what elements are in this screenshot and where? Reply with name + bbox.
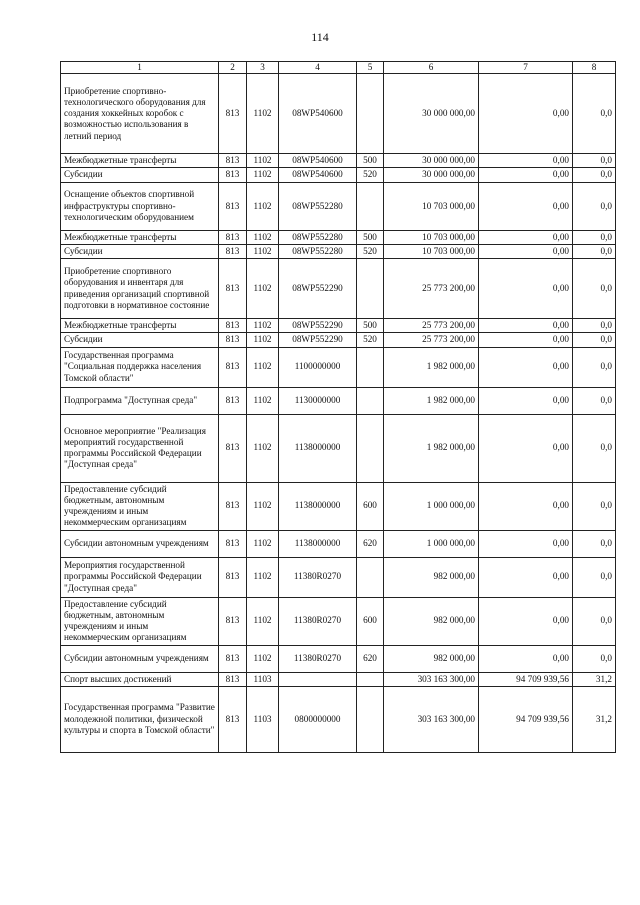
executed-amount-cell: 0,00 <box>479 597 573 645</box>
table-row <box>61 333 616 347</box>
expense-type-cell: 620 <box>357 645 384 672</box>
plan-amount-cell: 25 773 200,00 <box>384 259 479 319</box>
ministry-code-cell: 813 <box>219 319 247 333</box>
ministry-code-cell: 813 <box>219 597 247 645</box>
target-article-cell: 1130000000 <box>279 387 357 414</box>
ministry-code-cell: 813 <box>219 244 247 258</box>
ministry-code-cell: 813 <box>219 259 247 319</box>
executed-amount-cell: 0,00 <box>479 482 573 530</box>
executed-amount-cell: 0,00 <box>479 154 573 168</box>
row-name-cell: Спорт высших достижений <box>61 672 219 686</box>
page-number: 114 <box>311 30 329 44</box>
target-article-cell: 08WP540600 <box>279 168 357 182</box>
expense-type-cell: 500 <box>357 319 384 333</box>
table-row <box>61 387 616 414</box>
expense-type-cell <box>357 672 384 686</box>
target-article-cell: 08WP552280 <box>279 182 357 230</box>
section-code-cell: 1102 <box>247 530 279 557</box>
percent-cell: 0,0 <box>573 168 616 182</box>
column-header: 3 <box>247 62 279 74</box>
target-article-cell: 1138000000 <box>279 414 357 482</box>
row-name-cell: Предоставление субсидий бюджетным, автономным учреждениям и иным некоммерческим организациям <box>61 597 219 645</box>
percent-cell: 0,0 <box>573 387 616 414</box>
plan-amount-cell: 1 982 000,00 <box>384 414 479 482</box>
section-code-cell: 1102 <box>247 74 279 154</box>
percent-cell: 0,0 <box>573 259 616 319</box>
target-article-cell: 08WP552290 <box>279 333 357 347</box>
percent-cell: 0,0 <box>573 74 616 154</box>
row-name-cell: Подпрограмма "Доступная среда" <box>61 387 219 414</box>
target-article-cell: 08WP552290 <box>279 259 357 319</box>
target-article-cell: 0800000000 <box>279 686 357 752</box>
table-row <box>61 482 616 530</box>
plan-amount-cell: 982 000,00 <box>384 597 479 645</box>
header-row <box>61 62 616 74</box>
row-name-cell: Государственная программа "Социальная поддержка населения Томской области" <box>61 347 219 387</box>
target-article-cell: 1138000000 <box>279 530 357 557</box>
executed-amount-cell: 0,00 <box>479 333 573 347</box>
expense-type-cell <box>357 74 384 154</box>
plan-amount-cell: 1 000 000,00 <box>384 482 479 530</box>
target-article-cell: 11380R0270 <box>279 557 357 597</box>
expense-type-cell: 520 <box>357 168 384 182</box>
ministry-code-cell: 813 <box>219 230 247 244</box>
column-header: 6 <box>384 62 479 74</box>
executed-amount-cell: 0,00 <box>479 259 573 319</box>
plan-amount-cell: 30 000 000,00 <box>384 154 479 168</box>
percent-cell: 0,0 <box>573 645 616 672</box>
target-article-cell: 08WP552280 <box>279 230 357 244</box>
ministry-code-cell: 813 <box>219 482 247 530</box>
target-article-cell: 11380R0270 <box>279 645 357 672</box>
percent-cell: 0,0 <box>573 482 616 530</box>
table-row <box>61 74 616 154</box>
section-code-cell: 1102 <box>247 597 279 645</box>
section-code-cell: 1102 <box>247 319 279 333</box>
expense-type-cell: 500 <box>357 154 384 168</box>
executed-amount-cell: 0,00 <box>479 645 573 672</box>
section-code-cell: 1102 <box>247 182 279 230</box>
plan-amount-cell: 982 000,00 <box>384 645 479 672</box>
plan-amount-cell: 30 000 000,00 <box>384 168 479 182</box>
target-article-cell: 08WP540600 <box>279 154 357 168</box>
row-name-cell: Субсидии <box>61 168 219 182</box>
target-article-cell <box>279 672 357 686</box>
row-name-cell: Субсидии автономным учреждениям <box>61 645 219 672</box>
expense-type-cell <box>357 182 384 230</box>
expense-type-cell: 620 <box>357 530 384 557</box>
ministry-code-cell: 813 <box>219 168 247 182</box>
plan-amount-cell: 30 000 000,00 <box>384 74 479 154</box>
section-code-cell: 1102 <box>247 168 279 182</box>
percent-cell: 0,0 <box>573 557 616 597</box>
expense-type-cell <box>357 686 384 752</box>
expense-type-cell: 600 <box>357 482 384 530</box>
row-name-cell: Межбюджетные трансферты <box>61 154 219 168</box>
section-code-cell: 1102 <box>247 154 279 168</box>
column-header: 4 <box>279 62 357 74</box>
percent-cell: 0,0 <box>573 530 616 557</box>
percent-cell: 0,0 <box>573 230 616 244</box>
executed-amount-cell: 0,00 <box>479 557 573 597</box>
executed-amount-cell: 94 709 939,56 <box>479 672 573 686</box>
executed-amount-cell: 0,00 <box>479 414 573 482</box>
executed-amount-cell: 0,00 <box>479 74 573 154</box>
column-header: 2 <box>219 62 247 74</box>
plan-amount-cell: 1 982 000,00 <box>384 387 479 414</box>
table-row <box>61 259 616 319</box>
percent-cell: 0,0 <box>573 154 616 168</box>
table-row <box>61 168 616 182</box>
plan-amount-cell: 303 163 300,00 <box>384 686 479 752</box>
row-name-cell: Приобретение спортивного оборудования и инвентаря для приведения организаций спортивной подготовки в нормативное состояние <box>61 259 219 319</box>
table-row <box>61 182 616 230</box>
expense-type-cell <box>357 414 384 482</box>
expense-type-cell: 520 <box>357 244 384 258</box>
plan-amount-cell: 25 773 200,00 <box>384 319 479 333</box>
expense-type-cell: 600 <box>357 597 384 645</box>
section-code-cell: 1102 <box>247 347 279 387</box>
executed-amount-cell: 94 709 939,56 <box>479 686 573 752</box>
column-header: 1 <box>61 62 219 74</box>
ministry-code-cell: 813 <box>219 347 247 387</box>
section-code-cell: 1103 <box>247 672 279 686</box>
ministry-code-cell: 813 <box>219 333 247 347</box>
table-row <box>61 319 616 333</box>
column-header: 8 <box>573 62 616 74</box>
ministry-code-cell: 813 <box>219 154 247 168</box>
percent-cell: 0,0 <box>573 244 616 258</box>
row-name-cell: Основное мероприятие "Реализация мероприятий государственной программы Российской Федерации "Доступная среда" <box>61 414 219 482</box>
target-article-cell: 08WP540600 <box>279 74 357 154</box>
section-code-cell: 1102 <box>247 414 279 482</box>
table-row <box>61 230 616 244</box>
executed-amount-cell: 0,00 <box>479 230 573 244</box>
row-name-cell: Мероприятия государственной программы Российской Федерации "Доступная среда" <box>61 557 219 597</box>
table-row <box>61 557 616 597</box>
section-code-cell: 1102 <box>247 259 279 319</box>
section-code-cell: 1103 <box>247 686 279 752</box>
expense-type-cell <box>357 387 384 414</box>
plan-amount-cell: 303 163 300,00 <box>384 672 479 686</box>
target-article-cell: 08WP552280 <box>279 244 357 258</box>
plan-amount-cell: 982 000,00 <box>384 557 479 597</box>
expense-type-cell: 520 <box>357 333 384 347</box>
percent-cell: 0,0 <box>573 597 616 645</box>
target-article-cell: 1138000000 <box>279 482 357 530</box>
section-code-cell: 1102 <box>247 387 279 414</box>
percent-cell: 0,0 <box>573 182 616 230</box>
row-name-cell: Межбюджетные трансферты <box>61 230 219 244</box>
plan-amount-cell: 10 703 000,00 <box>384 230 479 244</box>
plan-amount-cell: 1 000 000,00 <box>384 530 479 557</box>
expense-type-cell <box>357 557 384 597</box>
executed-amount-cell: 0,00 <box>479 244 573 258</box>
ministry-code-cell: 813 <box>219 530 247 557</box>
section-code-cell: 1102 <box>247 244 279 258</box>
ministry-code-cell: 813 <box>219 74 247 154</box>
section-code-cell: 1102 <box>247 645 279 672</box>
percent-cell: 0,0 <box>573 333 616 347</box>
expense-type-cell <box>357 259 384 319</box>
column-header: 7 <box>479 62 573 74</box>
percent-cell: 0,0 <box>573 414 616 482</box>
section-code-cell: 1102 <box>247 230 279 244</box>
executed-amount-cell: 0,00 <box>479 168 573 182</box>
expense-type-cell: 500 <box>357 230 384 244</box>
row-name-cell: Межбюджетные трансферты <box>61 319 219 333</box>
target-article-cell: 11380R0270 <box>279 597 357 645</box>
plan-amount-cell: 10 703 000,00 <box>384 244 479 258</box>
target-article-cell: 08WP552290 <box>279 319 357 333</box>
table-row <box>61 672 616 686</box>
ministry-code-cell: 813 <box>219 387 247 414</box>
plan-amount-cell: 10 703 000,00 <box>384 182 479 230</box>
target-article-cell: 1100000000 <box>279 347 357 387</box>
row-name-cell: Предоставление субсидий бюджетным, автономным учреждениям и иным некоммерческим организациям <box>61 482 219 530</box>
budget-table <box>60 61 616 753</box>
ministry-code-cell: 813 <box>219 182 247 230</box>
row-name-cell: Оснащение объектов спортивной инфраструктуры спортивно-технологическим оборудованием <box>61 182 219 230</box>
executed-amount-cell: 0,00 <box>479 319 573 333</box>
ministry-code-cell: 813 <box>219 686 247 752</box>
executed-amount-cell: 0,00 <box>479 182 573 230</box>
table-row <box>61 414 616 482</box>
ministry-code-cell: 813 <box>219 414 247 482</box>
section-code-cell: 1102 <box>247 482 279 530</box>
table-row <box>61 686 616 752</box>
column-header: 5 <box>357 62 384 74</box>
section-code-cell: 1102 <box>247 557 279 597</box>
table-row <box>61 645 616 672</box>
table-row <box>61 347 616 387</box>
ministry-code-cell: 813 <box>219 672 247 686</box>
ministry-code-cell: 813 <box>219 557 247 597</box>
row-name-cell: Приобретение спортивно-технологического оборудования для создания хоккейных коробок с возможностью использования в летний период <box>61 74 219 154</box>
percent-cell: 0,0 <box>573 319 616 333</box>
row-name-cell: Государственная программа "Развитие молодежной политики, физической культуры и спорта в Томской области" <box>61 686 219 752</box>
percent-cell: 31,2 <box>573 686 616 752</box>
row-name-cell: Субсидии автономным учреждениям <box>61 530 219 557</box>
row-name-cell: Субсидии <box>61 244 219 258</box>
executed-amount-cell: 0,00 <box>479 387 573 414</box>
percent-cell: 0,0 <box>573 347 616 387</box>
expense-type-cell <box>357 347 384 387</box>
row-name-cell: Субсидии <box>61 333 219 347</box>
table-row <box>61 244 616 258</box>
table-row <box>61 597 616 645</box>
plan-amount-cell: 25 773 200,00 <box>384 333 479 347</box>
executed-amount-cell: 0,00 <box>479 347 573 387</box>
table-row <box>61 530 616 557</box>
percent-cell: 31,2 <box>573 672 616 686</box>
table-row <box>61 154 616 168</box>
executed-amount-cell: 0,00 <box>479 530 573 557</box>
ministry-code-cell: 813 <box>219 645 247 672</box>
section-code-cell: 1102 <box>247 333 279 347</box>
plan-amount-cell: 1 982 000,00 <box>384 347 479 387</box>
